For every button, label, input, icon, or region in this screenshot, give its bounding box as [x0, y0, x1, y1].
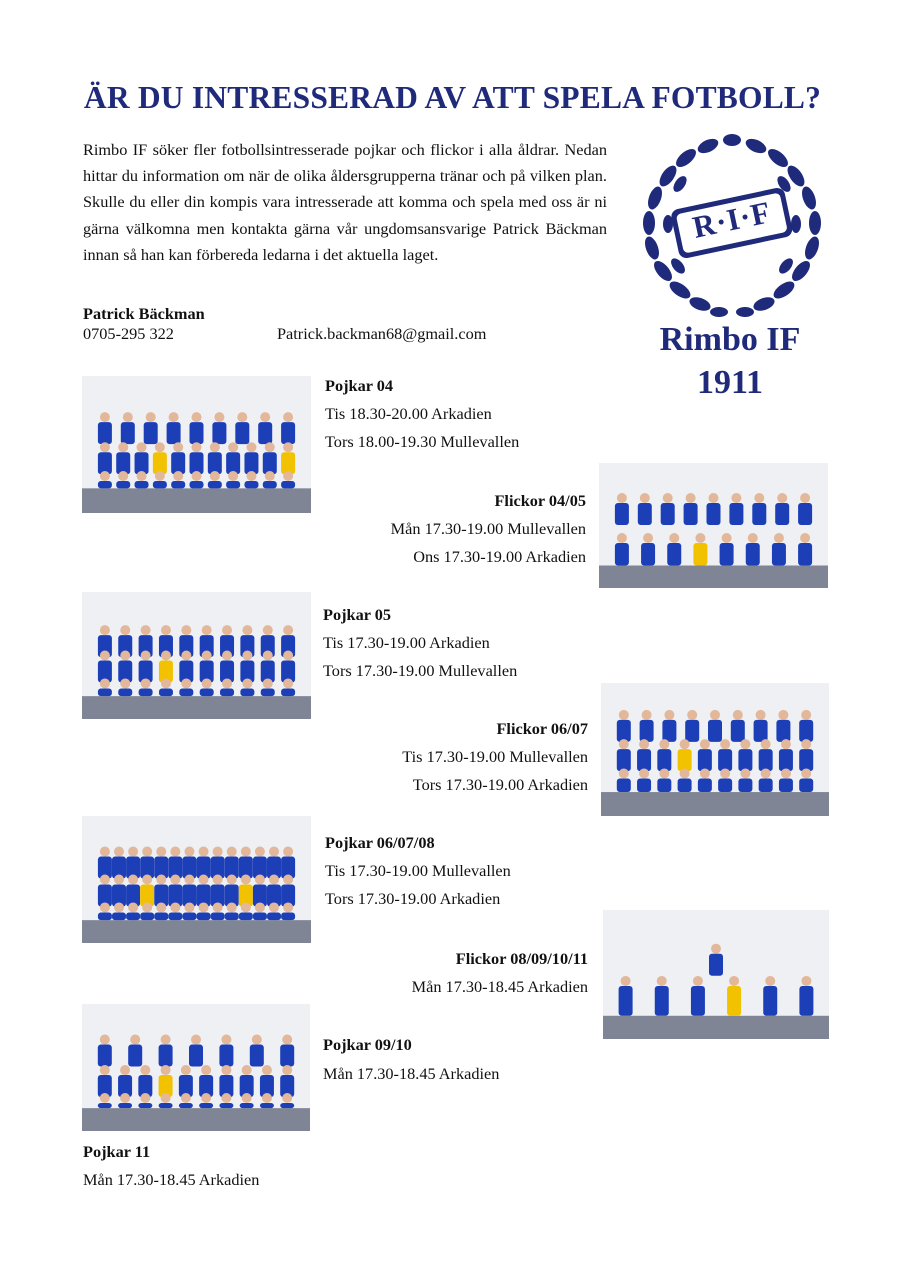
logo-badge-text: R·I·F — [689, 194, 775, 245]
team-time: Tors 17.30-19.00 Mullevallen — [323, 661, 518, 680]
team-photo-flickor-08-09-10-11 — [603, 910, 829, 1039]
team-photo-pojkar-09-10 — [82, 1004, 310, 1131]
team-name: Pojkar 09/10 — [323, 1035, 412, 1054]
club-name-text: Rimbo IF — [659, 321, 801, 358]
team-name: Pojkar 06/07/08 — [325, 833, 435, 852]
team-photo-flickor-06-07 — [601, 683, 829, 816]
team-photo-pojkar-06-07-08 — [82, 816, 311, 943]
team-photo-pojkar-05 — [82, 592, 311, 719]
team-name: Flickor 08/09/10/11 — [455, 949, 588, 968]
club-logo — [634, 126, 830, 322]
team-photo-pojkar-04 — [82, 376, 311, 513]
contact-phone: 0705-295 322 — [83, 324, 174, 343]
team-photo-flickor-04-05 — [599, 463, 828, 588]
team-name: Flickor 04/05 — [494, 491, 586, 510]
contact-email[interactable]: Patrick.backman68@gmail.com — [277, 324, 487, 343]
team-name: Pojkar 04 — [325, 376, 393, 395]
team-time: Mån 17.30-19.00 Mullevallen — [390, 519, 586, 538]
club-name — [635, 318, 825, 404]
team-name: Flickor 06/07 — [496, 719, 588, 738]
club-founding-year: 1911 — [696, 364, 764, 401]
team-time: Ons 17.30-19.00 Arkadien — [413, 547, 586, 566]
team-time: Tors 18.00-19.30 Mullevallen — [325, 432, 520, 451]
team-time: Mån 17.30-18.45 Arkadien — [83, 1170, 260, 1189]
team-time: Tis 17.30-19.00 Arkadien — [323, 633, 490, 652]
team-time: Tis 18.30-20.00 Arkadien — [325, 404, 492, 423]
team-time: Tis 17.30-19.00 Mullevallen — [402, 747, 588, 766]
intro-paragraph: Rimbo IF söker fler fotbollsintresserade pojkar och flickor i alla åldrar. Nedan hittar du information om när de olika åldersgrupperna tränar och på vilken plan. Skulle du eller din kompis vara intresserade att komma och spela med oss är ni gärna välkomna men kontakta gärna vår ungdomsansvarige Patrick Bäckman innan så han kan förbereda ledarna i det aktuella laget. — [83, 140, 607, 264]
page-title: ÄR DU INTRESSERAD AV ATT SPELA FOTBOLL? — [83, 80, 822, 115]
team-time: Mån 17.30-18.45 Arkadien — [411, 977, 588, 996]
team-name: Pojkar 11 — [83, 1142, 151, 1161]
team-name: Pojkar 05 — [323, 605, 391, 624]
team-time: Tors 17.30-19.00 Arkadien — [412, 775, 588, 794]
team-time: Mån 17.30-18.45 Arkadien — [323, 1064, 500, 1083]
team-time: Tors 17.30-19.00 Arkadien — [325, 889, 501, 908]
contact-name: Patrick Bäckman — [83, 304, 205, 323]
team-time: Tis 17.30-19.00 Mullevallen — [325, 861, 511, 880]
